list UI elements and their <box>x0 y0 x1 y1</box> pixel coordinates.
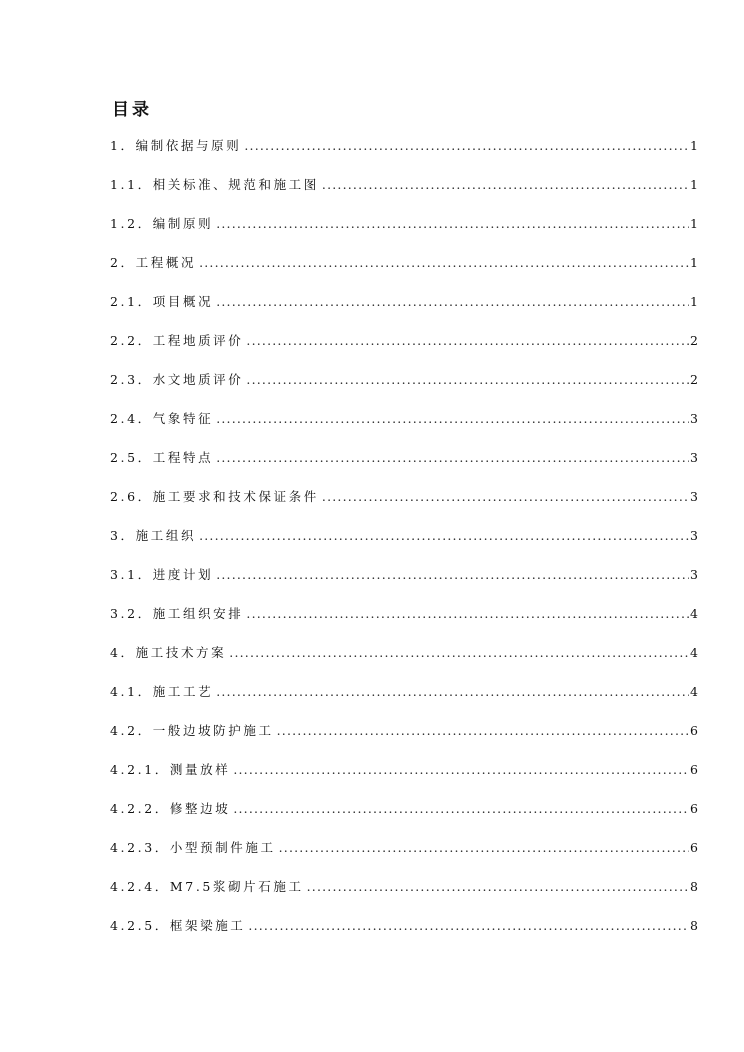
toc-dot-leader <box>216 411 689 426</box>
toc-entry-label: 1.2．编制原则 <box>110 216 214 231</box>
toc-dot-leader <box>216 450 689 465</box>
toc-entry-page-number: 8 <box>690 879 698 894</box>
toc-dot-leader <box>277 723 689 738</box>
toc-entry-label: 2．工程概况 <box>110 255 197 270</box>
toc-dot-leader <box>229 645 689 660</box>
toc-dot-leader <box>322 489 689 504</box>
toc-entry[interactable] <box>110 760 698 799</box>
toc-entry-label: 2.1．项目概况 <box>110 294 214 309</box>
toc-dot-leader <box>279 840 689 855</box>
toc-entry-label: 4.2.4．M7.5浆砌片石施工 <box>110 879 304 894</box>
toc-entry[interactable] <box>110 253 698 292</box>
toc-entry-label: 4.2.2．修整边坡 <box>110 801 231 816</box>
toc-dot-leader <box>307 879 689 894</box>
toc-dot-leader <box>244 138 689 153</box>
toc-entry-label: 2.5．工程特点 <box>110 450 214 465</box>
toc-dot-leader <box>216 216 689 231</box>
toc-entry-label: 4.2.5．框架梁施工 <box>110 918 246 933</box>
toc-list <box>110 136 698 955</box>
toc-entry-page-number: 1 <box>690 138 698 153</box>
toc-entry-page-number: 1 <box>690 216 698 231</box>
toc-entry[interactable] <box>110 526 698 565</box>
toc-dot-leader <box>216 294 689 309</box>
toc-entry[interactable] <box>110 331 698 370</box>
toc-entry[interactable] <box>110 916 698 955</box>
toc-dot-leader <box>322 177 689 192</box>
toc-entry-page-number: 8 <box>690 918 698 933</box>
toc-dot-leader <box>246 372 689 387</box>
toc-entry-label: 4.2.1．测量放样 <box>110 762 231 777</box>
toc-entry-label: 2.2．工程地质评价 <box>110 333 244 348</box>
toc-entry[interactable] <box>110 214 698 253</box>
toc-dot-leader <box>233 762 689 777</box>
toc-entry-page-number: 4 <box>690 645 698 660</box>
toc-entry-label: 4.2.3．小型预制件施工 <box>110 840 276 855</box>
toc-entry-label: 3.1．进度计划 <box>110 567 214 582</box>
toc-entry[interactable] <box>110 448 698 487</box>
toc-dot-leader <box>248 918 689 933</box>
toc-entry-label: 4.1．施工工艺 <box>110 684 214 699</box>
toc-entry[interactable] <box>110 487 698 526</box>
toc-entry-page-number: 1 <box>690 177 698 192</box>
toc-dot-leader <box>246 606 689 621</box>
toc-entry-label: 1．编制依据与原则 <box>110 138 242 153</box>
toc-entry[interactable] <box>110 370 698 409</box>
toc-entry-page-number: 3 <box>690 489 698 504</box>
toc-dot-leader <box>246 333 689 348</box>
toc-entry-page-number: 6 <box>690 801 698 816</box>
toc-entry-label: 2.3．水文地质评价 <box>110 372 244 387</box>
toc-entry-label: 1.1．相关标准、规范和施工图 <box>110 177 319 192</box>
toc-entry-label: 2.4．气象特征 <box>110 411 214 426</box>
toc-entry[interactable] <box>110 604 698 643</box>
toc-entry-page-number: 1 <box>690 294 698 309</box>
toc-entry[interactable] <box>110 292 698 331</box>
toc-entry-page-number: 2 <box>690 333 698 348</box>
toc-entry-page-number: 6 <box>690 762 698 777</box>
toc-dot-leader <box>216 567 689 582</box>
toc-entry-page-number: 3 <box>690 528 698 543</box>
toc-entry-label: 3．施工组织 <box>110 528 197 543</box>
toc-entry[interactable] <box>110 799 698 838</box>
toc-dot-leader <box>216 684 689 699</box>
toc-dot-leader <box>233 801 689 816</box>
toc-entry[interactable] <box>110 682 698 721</box>
toc-entry[interactable] <box>110 565 698 604</box>
toc-entry-page-number: 4 <box>690 684 698 699</box>
toc-title: 目录 <box>112 100 152 120</box>
toc-entry[interactable] <box>110 643 698 682</box>
toc-entry-label: 4.2．一般边坡防护施工 <box>110 723 274 738</box>
toc-entry-page-number: 2 <box>690 372 698 387</box>
toc-entry-page-number: 3 <box>690 411 698 426</box>
toc-entry-label: 3.2．施工组织安排 <box>110 606 244 621</box>
toc-entry[interactable] <box>110 838 698 877</box>
toc-entry-page-number: 3 <box>690 567 698 582</box>
toc-entry[interactable] <box>110 136 698 175</box>
toc-entry[interactable] <box>110 175 698 214</box>
toc-dot-leader <box>199 528 689 543</box>
toc-entry-page-number: 6 <box>690 840 698 855</box>
toc-entry-label: 4．施工技术方案 <box>110 645 227 660</box>
toc-entry-page-number: 1 <box>690 255 698 270</box>
toc-entry[interactable] <box>110 877 698 916</box>
toc-entry[interactable] <box>110 721 698 760</box>
toc-entry-label: 2.6．施工要求和技术保证条件 <box>110 489 319 504</box>
toc-entry-page-number: 6 <box>690 723 698 738</box>
toc-entry-page-number: 3 <box>690 450 698 465</box>
toc-entry[interactable] <box>110 409 698 448</box>
toc-dot-leader <box>199 255 689 270</box>
toc-entry-page-number: 4 <box>690 606 698 621</box>
